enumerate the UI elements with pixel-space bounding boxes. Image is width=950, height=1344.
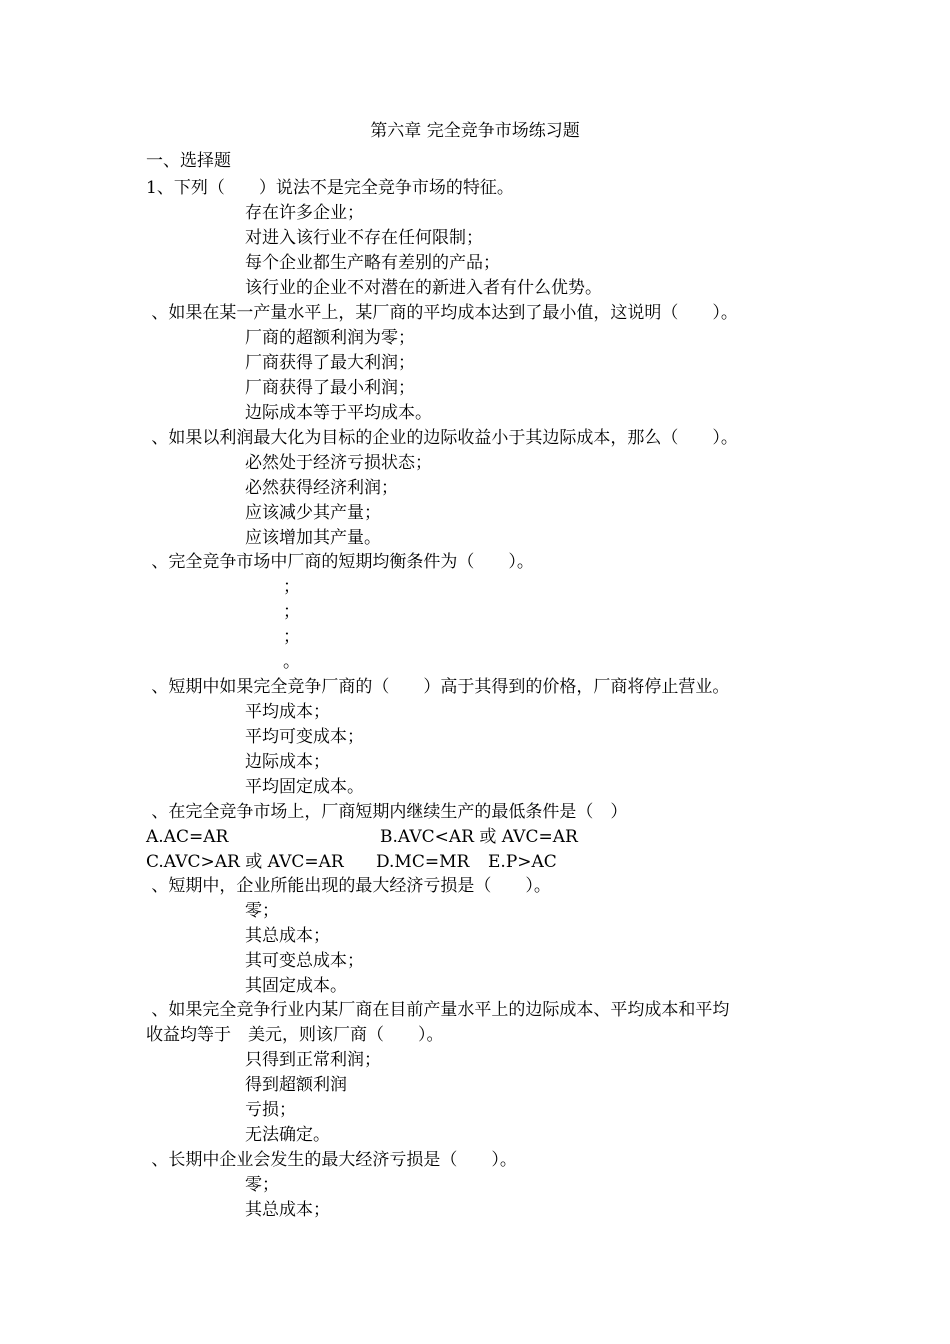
option-text: A.AC=AR [146,827,229,847]
option-text: ； [283,627,300,647]
option-text: D.MC=MR [376,852,470,872]
option-text: 。 [283,652,300,672]
option-text: 必然获得经济利润； [245,478,398,498]
option-text: B.AVC<AR 或 AVC=AR [380,827,578,847]
option-text: 厂商获得了最小利润； [245,378,415,398]
question-stem-continued: 收益均等于 美元，则该厂商（ ）。 [146,1025,444,1045]
question-stem: 、短期中如果完全竞争厂商的（ ）高于其得到的价格，厂商将停止营业。 [146,677,730,697]
option-text: 只得到正常利润； [245,1050,381,1070]
option-text: 平均固定成本。 [245,777,364,797]
question-stem: 、短期中，企业所能出现的最大经济亏损是（ ）。 [146,876,551,896]
question-stem: 1、下列（ ）说法不是完全竞争市场的特征。 [146,178,514,198]
option-text: 得到超额利润 [245,1075,347,1095]
option-text: 厂商获得了最大利润； [245,353,415,373]
question-stem: 、在完全竞争市场上，厂商短期内继续生产的最低条件是（ ） [146,802,628,822]
section-title: 一、选择题 [146,151,231,171]
option-text: 其总成本； [245,926,330,946]
question-stem: 、如果完全竞争行业内某厂商在目前产量水平上的边际成本、平均成本和平均 [146,1000,730,1020]
option-text: 其可变总成本； [245,951,364,971]
option-text: 平均成本； [245,702,330,722]
option-text: 零； [245,901,279,921]
option-text: ； [283,577,300,597]
option-text: 应该增加其产量。 [245,528,381,548]
option-text: 应该减少其产量； [245,503,381,523]
option-text: ； [283,602,300,622]
option-text: C.AVC>AR 或 AVC=AR [146,852,344,872]
question-stem: 、如果以利润最大化为目标的企业的边际收益小于其边际成本，那么（ ）。 [146,428,738,448]
option-text: 存在许多企业； [245,203,364,223]
option-text: E.P>AC [488,852,557,872]
option-text: 每个企业都生产略有差别的产品； [245,253,500,273]
option-text: 该行业的企业不对潜在的新进入者有什么优势。 [245,278,602,298]
option-text: 零； [245,1175,279,1195]
option-text: 对进入该行业不存在任何限制； [245,228,483,248]
option-text: 必然处于经济亏损状态； [245,453,432,473]
question-stem: 、如果在某一产量水平上，某厂商的平均成本达到了最小值，这说明（ ）。 [146,303,738,323]
option-text: 亏损； [245,1100,296,1120]
option-text: 其总成本； [245,1200,330,1220]
option-text: 厂商的超额利润为零； [245,328,415,348]
question-stem: 、长期中企业会发生的最大经济亏损是（ ）。 [146,1150,517,1170]
option-text: 边际成本等于平均成本。 [245,403,432,423]
option-text: 边际成本； [245,752,330,772]
option-text: 平均可变成本； [245,727,364,747]
option-text: 无法确定。 [245,1125,330,1145]
document-title: 第六章 完全竞争市场练习题 [370,121,580,141]
question-stem: 、完全竞争市场中厂商的短期均衡条件为（ ）。 [146,552,534,572]
option-text: 其固定成本。 [245,976,347,996]
